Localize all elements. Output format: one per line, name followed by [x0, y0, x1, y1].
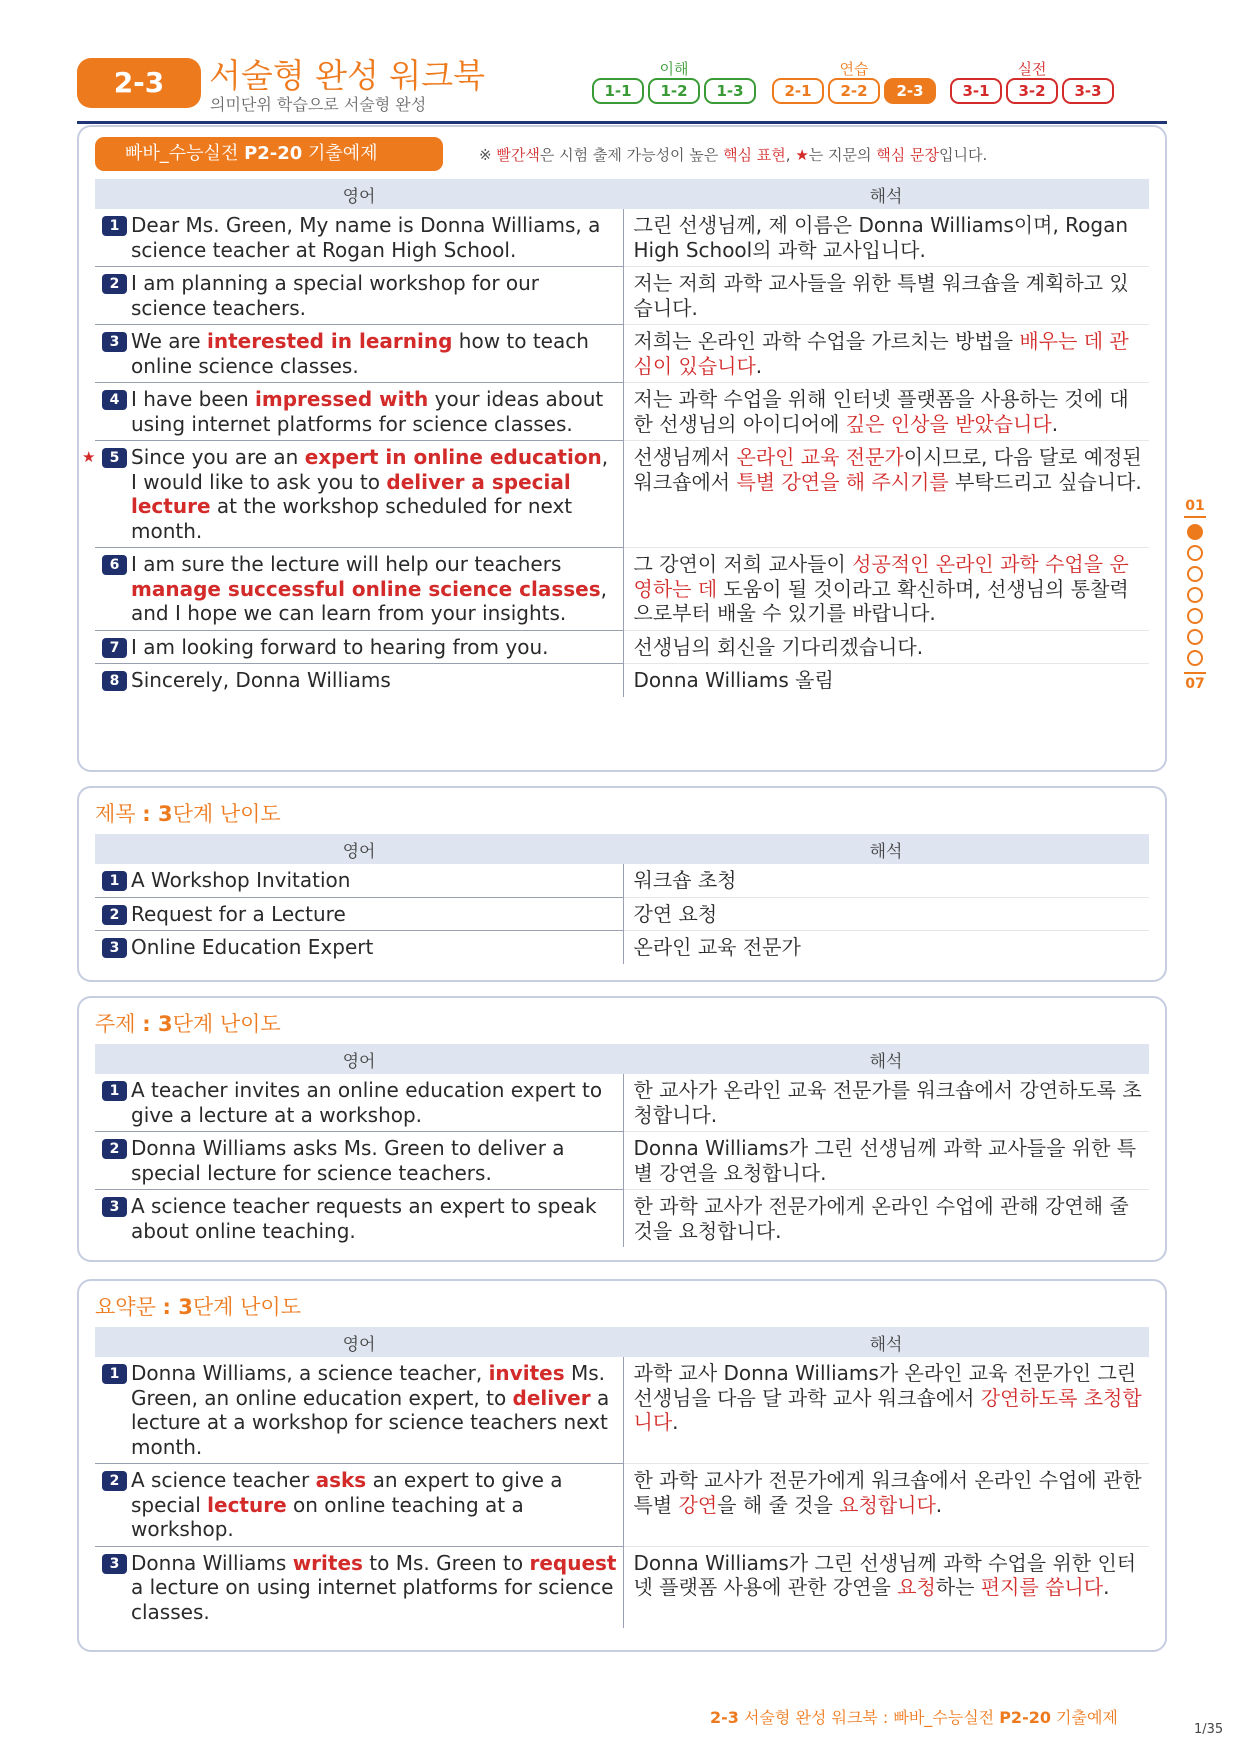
sentence-number-badge: 2 [102, 1139, 127, 1159]
english-cell [95, 267, 623, 325]
page-subtitle: 의미단위 학습으로 서술형 완성 [210, 95, 427, 114]
sentence-text: at the workshop scheduled for next month. [131, 494, 573, 543]
sentence-text: Since you are an [131, 445, 305, 469]
translation-text: 과학 교사 Donna Williams가 온라인 교육 전문가인 그린 선생님을 다음 달 과학 교사 워크숍에서 [633, 1361, 1137, 1410]
table-row [95, 897, 1149, 931]
korean-cell [623, 1190, 1149, 1248]
translation-text: 저희는 온라인 과학 수업을 가르치는 방법을 [633, 329, 1020, 353]
side-progress-nav [1182, 498, 1208, 692]
section-heading-label: 제목 [95, 802, 136, 826]
sentence-number-badge: 2 [102, 274, 127, 294]
english-cell [95, 383, 623, 441]
sentence-number-badge: 5 [102, 448, 127, 468]
nav-dot-6[interactable] [1187, 629, 1203, 645]
translation-text: 워크숍 초청 [633, 868, 737, 892]
star-icon: ★ [82, 448, 96, 466]
translation-text: 그린 선생님께, 제 이름은 Donna Williams이며, Rogan High School의 과학 교사입니다. [633, 213, 1129, 262]
note-part: 입니다. [939, 146, 988, 164]
step-group-label: 연습 [839, 60, 869, 78]
korean-cell [623, 630, 1149, 664]
translation-text: 저는 과학 수업을 위해 인터넷 플랫폼을 사용하는 것에 대한 선생님의 아이디어에 [633, 387, 1129, 436]
column-header-english: 영어 [95, 1327, 623, 1357]
section-heading [95, 798, 281, 828]
nav-dot-2[interactable] [1187, 545, 1203, 561]
footer-tail: 기출예제 [1050, 1708, 1118, 1727]
sentence-number-badge: 7 [102, 638, 127, 658]
key-expression: interested in learning [206, 329, 453, 353]
english-cell [95, 1357, 623, 1464]
translation-text: . [1051, 411, 1059, 436]
english-cell [95, 630, 623, 664]
key-translation: 요청합니다 [839, 1492, 936, 1517]
source-tag-suffix: 기출예제 [302, 143, 378, 164]
sentence-number-badge: 3 [102, 1554, 127, 1574]
step-group-real [950, 58, 1114, 104]
translation-text: . [755, 353, 763, 378]
sentence-number-badge: 6 [102, 555, 127, 575]
sentence-number-badge: 8 [102, 671, 127, 691]
sentence-text: Ms. Green, an online education expert, to [131, 1361, 605, 1410]
step-1-1[interactable]: 1-1 [592, 78, 644, 104]
sentence-text: on online teaching at a workshop. [131, 1492, 524, 1541]
translation-text: 그 강연이 저희 교사들이 [633, 552, 853, 576]
passage-table [82, 179, 1149, 697]
translation-text: 한 과학 교사가 전문가에게 온라인 수업에 관해 강연해 줄 것을 요청합니다. [633, 1194, 1129, 1243]
source-tag-prefix: 빠바_수능실전 [125, 143, 245, 164]
nav-dot-1[interactable] [1187, 524, 1203, 540]
nav-dot-4[interactable] [1187, 587, 1203, 603]
key-translation: 요청 [897, 1575, 936, 1599]
table-row [95, 548, 1149, 631]
note-part: 는 지문의 [808, 146, 877, 164]
footer-text: 서술형 완성 워크북 : 빠바_수능실전 [738, 1708, 1000, 1727]
note-part: 핵심 표현 [723, 146, 786, 164]
sentence-number-badge: 3 [102, 332, 127, 352]
korean-cell [623, 1464, 1149, 1547]
english-cell [95, 1132, 623, 1190]
topic-rows [95, 1074, 1149, 1247]
step-2-1[interactable]: 2-1 [772, 78, 824, 104]
table-row [95, 1190, 1149, 1248]
sentence-text: A Workshop Invitation [131, 868, 351, 892]
title-table [95, 834, 1149, 964]
translation-text: . [672, 1410, 679, 1434]
english-cell [95, 897, 623, 931]
title-panel [77, 786, 1167, 982]
topic-table [95, 1044, 1149, 1247]
step-1-2[interactable]: 1-2 [648, 78, 700, 104]
legend-note [479, 144, 987, 165]
section-level-tail: 단계 난이도 [192, 1295, 301, 1319]
key-expression: manage successful online science classes [131, 576, 601, 601]
column-header-korean: 해석 [623, 179, 1149, 209]
note-part: , [785, 146, 796, 164]
english-cell [95, 548, 623, 631]
translation-text: 도움이 될 것이라고 확신하며, 선생님의 통찰력으로부터 배울 수 있기를 바랍니다. [633, 576, 1129, 625]
sentence-text: a lecture on using internet platforms for science classes. [131, 1575, 614, 1624]
section-level-tail: 단계 난이도 [172, 1012, 281, 1036]
key-expression: writes [292, 1550, 363, 1575]
english-cell [95, 931, 623, 964]
korean-cell [623, 383, 1149, 441]
english-cell [95, 1546, 623, 1628]
sentence-number-badge: 2 [102, 1471, 127, 1491]
page-number: 1/35 [1194, 1722, 1224, 1737]
unit-badge: 2-3 [77, 58, 201, 108]
star-icon: ★ [795, 146, 809, 164]
source-tag [95, 137, 443, 171]
step-1-3[interactable]: 1-3 [704, 78, 756, 104]
column-header-english: 영어 [95, 179, 623, 209]
translation-text: Donna Williams 올림 [633, 668, 834, 692]
sentence-number-badge: 1 [102, 1364, 127, 1384]
korean-cell [623, 209, 1149, 267]
sentence-text: Donna Williams asks Ms. Green to deliver a special lecture for science teachers. [131, 1136, 565, 1185]
sentence-text: a lecture at a workshop for science teachers next month. [131, 1385, 610, 1459]
key-translation: 편지를 씁니다 [980, 1575, 1104, 1599]
section-level: : 3 [142, 802, 173, 826]
sentence-text: Donna Williams [131, 1550, 293, 1575]
table-row [95, 664, 1149, 697]
sentence-text: I have been [131, 387, 256, 411]
translation-text: 하는 [935, 1575, 981, 1599]
korean-cell [623, 325, 1149, 383]
key-expression: lecture [207, 1492, 287, 1517]
korean-cell [623, 864, 1149, 897]
key-expression: request [529, 1550, 617, 1575]
korean-cell [623, 931, 1149, 964]
passage-panel [77, 125, 1167, 772]
sentence-text: A science teacher [131, 1468, 316, 1492]
english-cell [82, 441, 623, 548]
nav-divider [1184, 516, 1206, 518]
step-group-label: 이해 [659, 60, 689, 78]
translation-text: Donna Williams가 그린 선생님께 과학 수업을 위한 인터넷 플랫폼 사용에 관한 강연을 [633, 1550, 1137, 1599]
translation-text: 선생님께서 [633, 445, 737, 469]
key-expression: deliver [512, 1385, 591, 1410]
key-translation: 강연하도록 초청합니다 [633, 1385, 1142, 1434]
section-heading-label: 요약문 [95, 1295, 156, 1319]
table-row [95, 209, 1149, 267]
sentence-text: your ideas about using internet platforms for science classes. [131, 387, 604, 436]
section-heading [95, 1291, 301, 1321]
sentence-text: I am planning a special workshop for our science teachers. [131, 271, 540, 320]
english-cell [95, 864, 623, 897]
sentence-number-badge: 4 [102, 390, 127, 410]
column-header-english: 영어 [95, 834, 623, 864]
key-expression: deliver a special lecture [131, 469, 571, 518]
translation-text: 을 해 줄 것을 [717, 1492, 840, 1517]
key-expression: expert in online education [304, 445, 602, 469]
step-3-2[interactable]: 3-2 [1006, 78, 1058, 104]
korean-cell [623, 1357, 1149, 1464]
note-part: 핵심 문장 [876, 146, 940, 164]
korean-cell [623, 664, 1149, 697]
sentence-text: I am looking forward to hearing from you. [131, 634, 549, 659]
page-header [77, 50, 1167, 126]
header-divider [77, 121, 1167, 124]
table-row [95, 1546, 1149, 1628]
translation-text: Donna Williams가 그린 선생님께 과학 교사들을 위한 특별 강연을 요청합니다. [633, 1136, 1137, 1185]
summary-panel [77, 1279, 1167, 1652]
step-group-label: 실전 [1017, 60, 1047, 78]
section-level: : 3 [142, 1012, 173, 1036]
korean-cell [623, 1074, 1149, 1132]
key-expression: asks [315, 1468, 367, 1492]
korean-cell [623, 1132, 1149, 1190]
sentence-text: how to teach online science classes. [131, 329, 589, 378]
sentence-text: an expert to give a special [131, 1468, 563, 1517]
korean-cell [623, 548, 1149, 631]
nav-divider [1184, 672, 1206, 674]
step-2-3[interactable]: 2-3 [884, 78, 936, 104]
key-expression: invites [488, 1361, 565, 1385]
topic-panel [77, 996, 1167, 1262]
table-row [95, 383, 1149, 441]
note-part: 은 시험 출제 가능성이 높은 [539, 146, 724, 164]
english-cell [95, 1464, 623, 1547]
table-row [95, 1074, 1149, 1132]
nav-start-label: 01 [1185, 498, 1205, 514]
table-row [95, 864, 1149, 897]
note-part: ※ [479, 146, 497, 164]
translation-text: 부탁드리고 싶습니다. [948, 469, 1142, 494]
sentence-number-badge: 2 [102, 905, 127, 925]
korean-cell [623, 897, 1149, 931]
note-part: 빨간색 [496, 146, 540, 164]
passage-rows [82, 209, 1149, 697]
sentence-text: Donna Williams, a science teacher, [131, 1361, 489, 1385]
sentence-text: , and I hope we can learn from your insights. [131, 576, 607, 625]
section-level-tail: 단계 난이도 [172, 802, 281, 826]
english-cell [95, 1074, 623, 1132]
key-expression: impressed with [255, 387, 429, 411]
sentence-number-badge: 1 [102, 871, 127, 891]
sentence-number-badge: 3 [102, 938, 127, 958]
key-translation: 성공적인 온라인 과학 수업을 운영하는 데 [633, 552, 1129, 601]
column-header-korean: 해석 [623, 1044, 1149, 1074]
step-group-understand [592, 58, 756, 104]
footer-code: P2-20 [999, 1708, 1051, 1727]
nav-dot-7[interactable] [1187, 650, 1203, 666]
summary-rows [95, 1357, 1149, 1628]
step-3-1[interactable]: 3-1 [950, 78, 1002, 104]
summary-table [95, 1327, 1149, 1628]
english-cell [95, 1190, 623, 1248]
korean-cell [623, 1546, 1149, 1628]
sentence-text: Sincerely, Donna Williams [131, 668, 391, 692]
translation-text: 강연 요청 [633, 901, 718, 926]
english-cell [95, 325, 623, 383]
translation-text: 저는 저희 과학 교사들을 위한 특별 워크숍을 계획하고 있습니다. [633, 271, 1129, 320]
sentence-text: , I would like to ask you to [131, 445, 609, 494]
english-cell [95, 209, 623, 267]
title-rows [95, 864, 1149, 964]
section-heading-label: 주제 [95, 1012, 136, 1036]
page-title: 서술형 완성 워크북 [209, 56, 486, 95]
column-header-english: 영어 [95, 1044, 623, 1074]
table-row [95, 267, 1149, 325]
translation-text: 온라인 교육 전문가 [633, 935, 801, 959]
translation-text: . [935, 1492, 943, 1517]
table-row [95, 630, 1149, 664]
sentence-text: I am sure the lecture will help our teachers [131, 552, 562, 576]
nav-end-label: 07 [1185, 676, 1205, 692]
translation-text: . [1103, 1575, 1110, 1599]
english-cell [95, 664, 623, 697]
sentence-text: Online Education Expert [131, 935, 374, 959]
table-row [95, 1464, 1149, 1547]
section-level: : 3 [162, 1295, 193, 1319]
sentence-number-badge: 1 [102, 1081, 127, 1101]
sentence-text: A teacher invites an online education expert to give a lecture at a workshop. [131, 1078, 603, 1127]
sentence-text: We are [131, 329, 207, 353]
korean-cell [623, 267, 1149, 325]
table-row [95, 1132, 1149, 1190]
key-translation: 강연 [678, 1492, 718, 1517]
source-tag-code: P2-20 [244, 143, 303, 164]
table-row [95, 325, 1149, 383]
section-heading [95, 1008, 281, 1038]
translation-text: 한 과학 교사가 전문가에게 워크숍에서 온라인 수업에 관한 특별 [633, 1468, 1142, 1517]
sentence-number-badge: 3 [102, 1197, 127, 1217]
translation-text: 이시므로, 다음 달로 예정된 워크숍에서 [633, 445, 1142, 494]
sentence-text: to Ms. Green to [362, 1550, 530, 1575]
translation-text: 한 교사가 온라인 교육 전문가를 워크숍에서 강연하도록 초청합니다. [633, 1078, 1142, 1127]
step-group-practice [772, 58, 936, 104]
column-header-korean: 해석 [623, 834, 1149, 864]
table-row [95, 441, 1149, 548]
table-row [95, 931, 1149, 964]
key-translation: 깊은 인상을 받았습니다 [845, 411, 1052, 436]
sentence-text: Request for a Lecture [131, 901, 346, 926]
key-translation: 특별 강연을 해 주시기를 [736, 469, 949, 494]
nav-dot-5[interactable] [1187, 608, 1203, 624]
step-2-2[interactable]: 2-2 [828, 78, 880, 104]
table-row [95, 1357, 1149, 1464]
column-header-korean: 해석 [623, 1327, 1149, 1357]
translation-text: 선생님의 회신을 기다리겠습니다. [633, 634, 924, 659]
key-translation: 배우는 데 관심이 있습니다 [633, 329, 1129, 378]
nav-dot-3[interactable] [1187, 566, 1203, 582]
korean-cell [623, 441, 1149, 548]
sentence-text: A science teacher requests an expert to speak about online teaching. [131, 1194, 597, 1243]
footer-caption [710, 1705, 1118, 1728]
key-translation: 온라인 교육 전문가 [736, 445, 904, 469]
step-3-3[interactable]: 3-3 [1062, 78, 1114, 104]
sentence-number-badge: 1 [102, 216, 127, 236]
sentence-text: Dear Ms. Green, My name is Donna Williams, a science teacher at Rogan High School. [131, 213, 601, 262]
footer-unit: 2-3 [710, 1708, 739, 1727]
